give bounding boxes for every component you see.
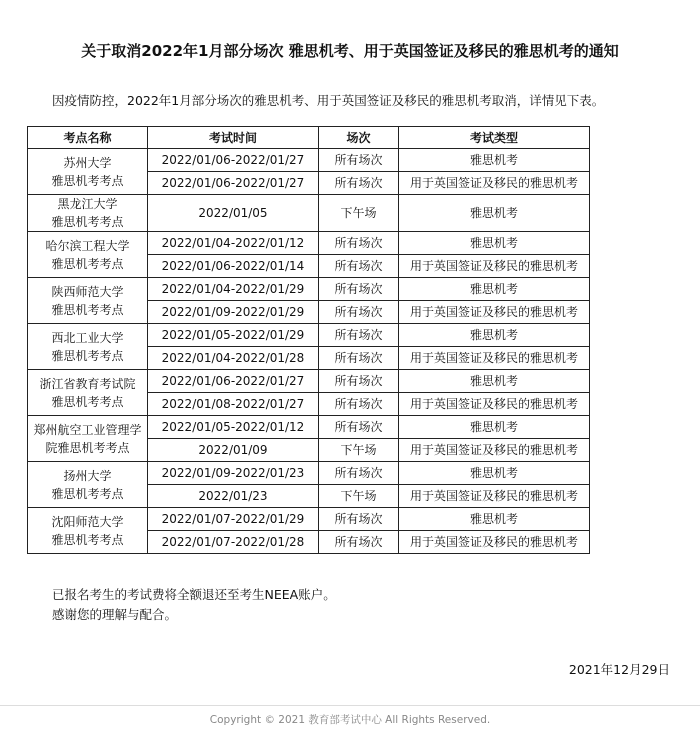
thanks-note: 感谢您的理解与配合。 bbox=[52, 607, 178, 622]
exam-center-line: 沈阳师范大学 bbox=[51, 514, 124, 529]
cell-session: 所有场次 bbox=[319, 462, 399, 485]
exam-center-line: 雅思机考考点 bbox=[51, 302, 124, 317]
cell-exam-type: 雅思机考 bbox=[399, 416, 590, 439]
exam-center-line: 陕西师范大学 bbox=[51, 284, 124, 299]
cell-exam-type: 用于英国签证及移民的雅思机考 bbox=[399, 172, 590, 195]
cell-exam-type: 用于英国签证及移民的雅思机考 bbox=[399, 393, 590, 416]
table-row bbox=[28, 324, 590, 347]
cell-session: 下午场 bbox=[319, 439, 399, 462]
table-header-row bbox=[28, 127, 590, 149]
cell-exam-type: 雅思机考 bbox=[399, 462, 590, 485]
table-row bbox=[28, 462, 590, 485]
refund-note: 已报名考生的考试费将全额退还至考生NEEA账户。 bbox=[52, 587, 336, 602]
table-body bbox=[28, 149, 590, 554]
cell-exam-time: 2022/01/07-2022/01/28 bbox=[148, 531, 319, 554]
cell-exam-time: 2022/01/09-2022/01/29 bbox=[148, 301, 319, 324]
cell-session: 下午场 bbox=[319, 485, 399, 508]
cell-exam-type: 雅思机考 bbox=[399, 232, 590, 255]
cell-exam-time: 2022/01/05-2022/01/12 bbox=[148, 416, 319, 439]
exam-center-line: 院雅思机考考点 bbox=[45, 440, 130, 455]
cell-exam-time: 2022/01/06-2022/01/27 bbox=[148, 149, 319, 172]
table-row bbox=[28, 508, 590, 531]
cell-exam-time: 2022/01/06-2022/01/27 bbox=[148, 172, 319, 195]
cell-exam-type: 雅思机考 bbox=[399, 278, 590, 301]
exam-center-line: 哈尔滨工程大学 bbox=[45, 238, 130, 253]
cell-session: 所有场次 bbox=[319, 324, 399, 347]
cell-exam-center bbox=[28, 278, 148, 324]
cell-session: 下午场 bbox=[319, 195, 399, 232]
exam-center-line: 黑龙江大学 bbox=[57, 197, 118, 211]
exam-center-line: 西北工业大学 bbox=[51, 330, 124, 345]
cancellation-table bbox=[27, 126, 590, 554]
cell-exam-time: 2022/01/05-2022/01/29 bbox=[148, 324, 319, 347]
cell-exam-center bbox=[28, 462, 148, 508]
cell-session: 所有场次 bbox=[319, 347, 399, 370]
cell-session: 所有场次 bbox=[319, 232, 399, 255]
cell-exam-time: 2022/01/05 bbox=[148, 195, 319, 232]
cell-exam-center bbox=[28, 508, 148, 554]
exam-center-line: 浙江省教育考试院 bbox=[39, 376, 136, 391]
cell-exam-center bbox=[28, 370, 148, 416]
cell-exam-center bbox=[28, 324, 148, 370]
notes bbox=[52, 585, 336, 625]
cell-exam-type: 雅思机考 bbox=[399, 195, 590, 232]
exam-center-line: 雅思机考考点 bbox=[51, 394, 124, 409]
cell-exam-time: 2022/01/06-2022/01/14 bbox=[148, 255, 319, 278]
cell-exam-time: 2022/01/08-2022/01/27 bbox=[148, 393, 319, 416]
exam-center-line: 雅思机考考点 bbox=[51, 215, 124, 229]
exam-center-line: 雅思机考考点 bbox=[51, 256, 124, 271]
cell-exam-time: 2022/01/23 bbox=[148, 485, 319, 508]
exam-center-line: 雅思机考考点 bbox=[51, 348, 124, 363]
exam-center-line: 雅思机考考点 bbox=[51, 173, 124, 188]
cell-session: 所有场次 bbox=[319, 278, 399, 301]
exam-center-line: 郑州航空工业管理学 bbox=[33, 422, 142, 437]
cell-exam-type: 雅思机考 bbox=[399, 324, 590, 347]
cell-exam-type: 用于英国签证及移民的雅思机考 bbox=[399, 347, 590, 370]
cell-session: 所有场次 bbox=[319, 301, 399, 324]
header-time: 考试时间 bbox=[148, 127, 319, 149]
cell-exam-center bbox=[28, 149, 148, 195]
cell-exam-time: 2022/01/04-2022/01/28 bbox=[148, 347, 319, 370]
table-row bbox=[28, 149, 590, 172]
cell-session: 所有场次 bbox=[319, 255, 399, 278]
cell-exam-time: 2022/01/09 bbox=[148, 439, 319, 462]
exam-center-line: 雅思机考考点 bbox=[51, 532, 124, 547]
cell-session: 所有场次 bbox=[319, 172, 399, 195]
header-type: 考试类型 bbox=[399, 127, 590, 149]
cell-exam-type: 用于英国签证及移民的雅思机考 bbox=[399, 531, 590, 554]
cell-exam-type: 用于英国签证及移民的雅思机考 bbox=[399, 485, 590, 508]
notice-date: 2021年12月29日 bbox=[568, 662, 670, 677]
cell-exam-type: 用于英国签证及移民的雅思机考 bbox=[399, 439, 590, 462]
cell-exam-type: 雅思机考 bbox=[399, 149, 590, 172]
cell-exam-time: 2022/01/04-2022/01/12 bbox=[148, 232, 319, 255]
cell-exam-type: 雅思机考 bbox=[399, 508, 590, 531]
cell-exam-center bbox=[28, 416, 148, 462]
table-row bbox=[28, 232, 590, 255]
header-session: 场次 bbox=[319, 127, 399, 149]
cell-exam-time: 2022/01/07-2022/01/29 bbox=[148, 508, 319, 531]
exam-center-line: 苏州大学 bbox=[63, 155, 112, 170]
cell-session: 所有场次 bbox=[319, 393, 399, 416]
cell-exam-type: 用于英国签证及移民的雅思机考 bbox=[399, 301, 590, 324]
cell-exam-center bbox=[28, 232, 148, 278]
notice-title: 关于取消2022年1月部分场次 雅思机考、用于英国签证及移民的雅思机考的通知 bbox=[81, 42, 619, 60]
cell-exam-time: 2022/01/06-2022/01/27 bbox=[148, 370, 319, 393]
cell-exam-time: 2022/01/04-2022/01/29 bbox=[148, 278, 319, 301]
cell-session: 所有场次 bbox=[319, 149, 399, 172]
notice-intro: 因疫情防控，2022年1月部分场次的雅思机考、用于英国签证及移民的雅思机考取消，详情见下表。 bbox=[52, 93, 605, 108]
exam-center-line: 扬州大学 bbox=[63, 468, 112, 483]
footer-copyright: Copyright © 2021 教育部考试中心 All Rights Reserved. bbox=[209, 714, 491, 726]
cell-session: 所有场次 bbox=[319, 508, 399, 531]
cell-session: 所有场次 bbox=[319, 531, 399, 554]
table-row bbox=[28, 370, 590, 393]
cell-exam-type: 雅思机考 bbox=[399, 370, 590, 393]
table-row bbox=[28, 416, 590, 439]
table-row bbox=[28, 195, 590, 232]
cell-session: 所有场次 bbox=[319, 416, 399, 439]
cell-session: 所有场次 bbox=[319, 370, 399, 393]
cell-exam-center bbox=[28, 195, 148, 232]
cell-exam-time: 2022/01/09-2022/01/23 bbox=[148, 462, 319, 485]
exam-center-line: 雅思机考考点 bbox=[51, 486, 124, 501]
table-row bbox=[28, 278, 590, 301]
header-center: 考点名称 bbox=[28, 127, 148, 149]
cell-exam-type: 用于英国签证及移民的雅思机考 bbox=[399, 255, 590, 278]
footer-divider bbox=[0, 705, 700, 706]
